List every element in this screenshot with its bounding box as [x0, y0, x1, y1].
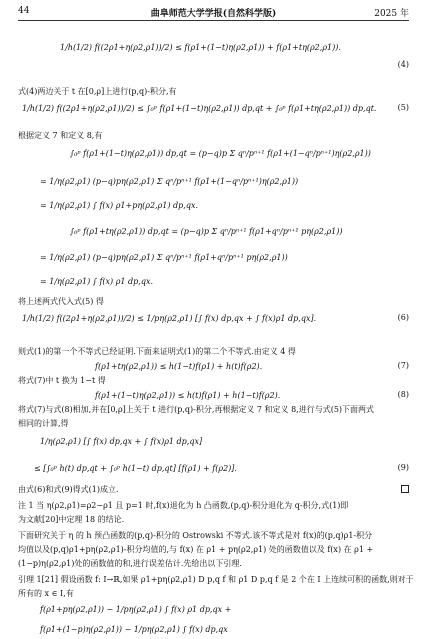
- equation-line: ≤ [∫₀ᵖ h(t) dp,qt + ∫₀ᵖ h(1−t) dp,qt] [f(ρ1) + f(ρ2)].: [34, 464, 237, 473]
- text-line: 根据定义 7 和定义 8,有: [18, 131, 103, 140]
- text-line: 将式(7)中 t 换为 1−t 得: [18, 376, 106, 385]
- equation-line: ∫₀ᵖ f(ρ1+tη(ρ2,ρ1)) dp,qt = (p−q)p Σ qⁿ/pⁿ⁺¹ f(ρ1+qⁿ/pⁿ⁺¹ pη(ρ2,ρ1)): [70, 227, 343, 236]
- text-line: 下面研究关于 η 的 h 预凸函数的(p,q)-积分的 Ostrowski 不等式.该不等式是对 f(x)的(p,q)ρ1-积分: [18, 531, 373, 540]
- equation-number: (6): [397, 313, 409, 322]
- equation-line: 1/h(1/2) f((2ρ1+η(ρ2,ρ1))/2) ≤ 1/pη(ρ2,ρ1) [∫ f(x) dp,qx + ∫ f(x)ρ1 dp,qx].: [22, 314, 317, 323]
- equation-number: (8): [397, 390, 409, 399]
- text-line: 由式(6)和式(9)得式(1)成立.: [18, 485, 119, 494]
- equation-line: 1/η(ρ2,ρ1) [∫ f(x) dp,qx + ∫ f(x)ρ1 dp,qx]: [40, 437, 203, 446]
- text-line: 引理 1[21] 假设函数 f: I→ℝ,如果 ρ1+pη(ρ2,ρ1) D p,q f 和 ρ1 D p,q f 是 2 个在 I 上连续可积的函数,则对于: [18, 575, 414, 584]
- equation-line: = 1/η(ρ2,ρ1) ∫ f(x) ρ1 dp,qx.: [40, 277, 154, 286]
- equation-number: (9): [397, 463, 409, 472]
- text-line: 将上述两式代入式(5) 得: [18, 297, 104, 306]
- equation-number: (5): [397, 103, 409, 112]
- equation-line: 1/h(1/2) f((2ρ1+η(ρ2,ρ1))/2) ≤ ∫₀ᵖ f(ρ1+(1−t)η(ρ2,ρ1)) dp,qt + ∫₀ᵖ f(ρ1+tη(ρ2,ρ1)) dp,qt.: [22, 104, 377, 113]
- equation-line: f(ρ1+(1−p)η(ρ2,ρ1)) − 1/pη(ρ2,ρ1) ∫ f(x) dp,qx: [40, 625, 228, 634]
- equation-line: f(ρ1+tη(ρ2,ρ1)) ≤ h(1−t)f(ρ1) + h(t)f(ρ2).: [95, 362, 263, 371]
- text-line: 将式(7)与式(8)相加,并在[0,ρ]上关于 t 进行(p,q)-积分,再根据定义 7 和定义 8,进行与式(5)下面两式: [18, 405, 375, 414]
- text-line: 则式(1)的第一个不等式已经证明.下面来证明式(1)的第二个不等式.由定义 4 得: [18, 347, 296, 356]
- equation-line: ∫₀ᵖ f(ρ1+(1−t)η(ρ2,ρ1)) dp,qt = (p−q)p Σ qⁿ/pⁿ⁺¹ f(ρ1+(1−qⁿ/pⁿ⁺¹)η(ρ2,ρ1)): [70, 149, 371, 158]
- running-header: [18, 6, 409, 20]
- equation-number: (7): [397, 361, 409, 370]
- qed-box: [401, 485, 409, 493]
- journal-title: 曲阜师范大学学报(自然科学版): [150, 9, 277, 19]
- text-line: 所有的 x ∈ I,有: [18, 589, 74, 598]
- equation-line: f(ρ1+(1−t)η(ρ2,ρ1)) ≤ h(t)f(ρ1) + h(1−t)f(ρ2).: [95, 391, 281, 400]
- equation-line: 1/h(1/2) f((2ρ1+η(ρ2,ρ1))/2) ≤ f(ρ1+(1−t)η(ρ2,ρ1)) + f(ρ1+tη(ρ2,ρ1)).: [60, 43, 341, 52]
- text-line: 式(4)两边关于 t 在[0,ρ]上进行(p,q)-积分,有: [18, 87, 177, 96]
- equation-line: = 1/η(ρ2,ρ1) (p−q)pη(ρ2,ρ1) Σ qⁿ/pⁿ⁺¹ f(ρ1+(1−qⁿ/pⁿ⁺¹)η(ρ2,ρ1)): [40, 177, 299, 186]
- equation-line: = 1/η(ρ2,ρ1) ∫ f(x) ρ1+pη(ρ2,ρ1) dp,qx.: [40, 201, 198, 210]
- text-line: (1−p)η(ρ2,ρ1)处的函数值的和,进行误差估计.先给出以下引理.: [18, 559, 242, 568]
- text-line: 注 1 当 η(ρ2,ρ1)=ρ2−ρ1 且 p=1 时,f(x)退化为 h 凸函数,(p,q)-积分退化为 q-积分,式(1)即: [18, 501, 349, 510]
- text-line: 为文献[20]中定理 18 的结论.: [18, 515, 125, 524]
- page-number: 44: [18, 6, 30, 16]
- equation-line: f(ρ1+pη(ρ2,ρ1)) − 1/pη(ρ2,ρ1) ∫ f(x) ρ1 dp,qx +: [40, 605, 232, 614]
- header-rule: [18, 20, 409, 21]
- text-line: 均值以及(p,q)ρ1+pη(ρ2,ρ1)-积分均值的,与 f(x) 在 ρ1 + pη(ρ2,ρ1) 处的函数值以及 f(x) 在 ρ1 +: [18, 545, 374, 554]
- equation-number: (4): [397, 60, 409, 69]
- text-line: 相同的计算,得: [18, 419, 69, 428]
- year: 2025 年: [374, 9, 409, 19]
- equation-line: = 1/η(ρ2,ρ1) (p−q)pη(ρ2,ρ1) Σ qⁿ/pⁿ⁺¹ f(ρ1+qⁿ/pⁿ⁺¹ pη(ρ2,ρ1)): [40, 253, 288, 262]
